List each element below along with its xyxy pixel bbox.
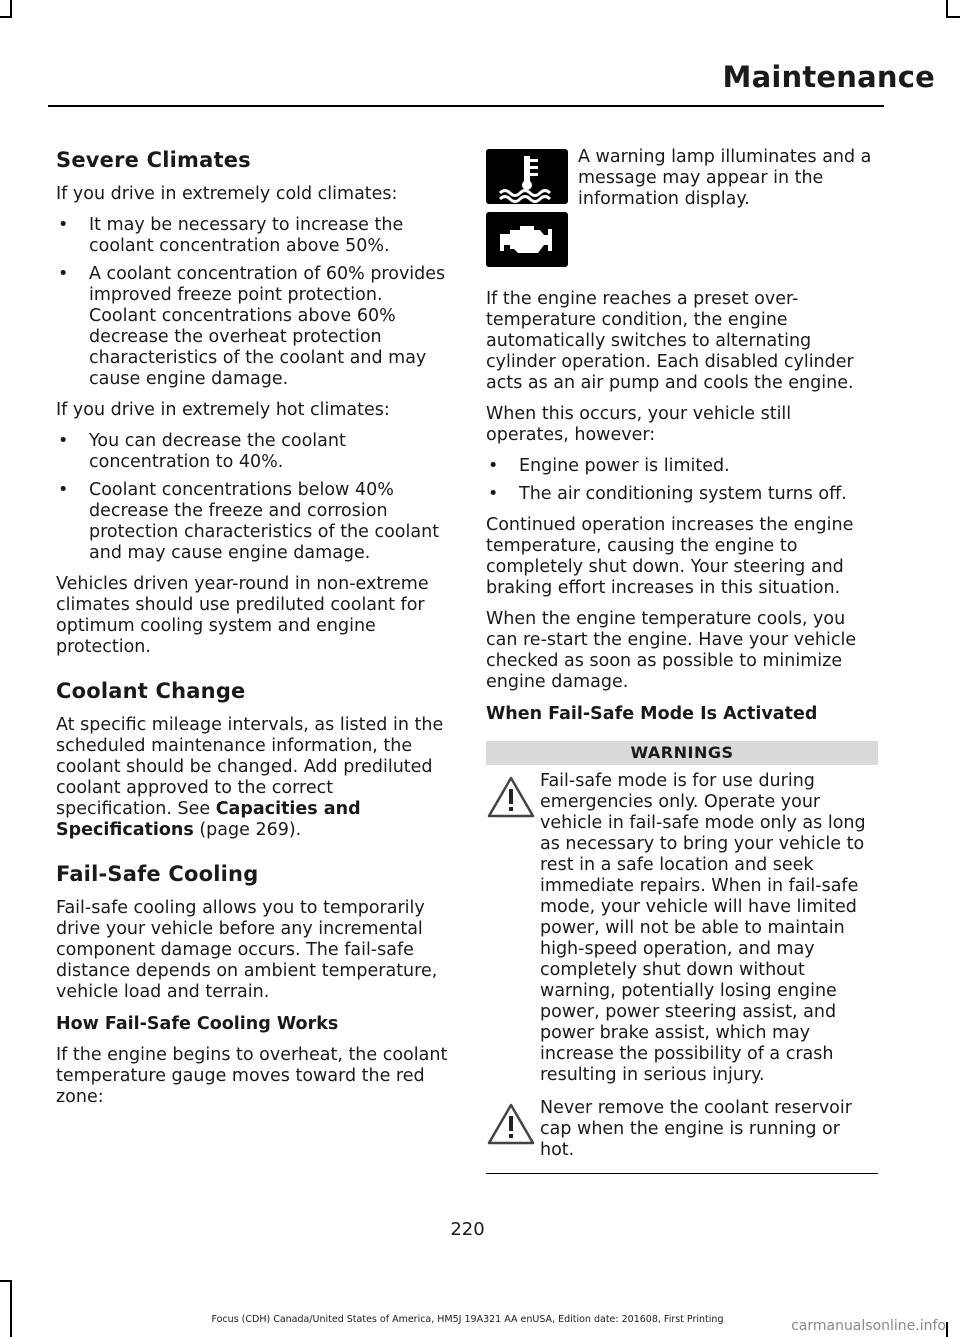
continued-operation-paragraph: Continued operation increases the engine temperature, causing the engine to completely shut down. Your steering and braking effort increases in this situation. xyxy=(486,515,854,598)
cold-bullet-list xyxy=(56,215,448,390)
list-item-text: Coolant concentrations below 40% decrease the freeze and corrosion protection characteristics of the coolant and may cause engine damage. xyxy=(89,480,440,563)
operates-bullet-list xyxy=(486,456,878,505)
warning-lamp-block xyxy=(486,147,878,277)
list-item-text: The air conditioning system turns off. xyxy=(519,484,847,504)
crop-mark xyxy=(946,0,948,16)
list-item-text: You can decrease the coolant concentration to 40%. xyxy=(89,431,346,472)
warning-triangle-icon xyxy=(486,1102,536,1146)
still-operates-paragraph: When this occurs, your vehicle still operates, however: xyxy=(486,404,792,445)
crop-mark xyxy=(10,1280,12,1337)
list-item-text: Engine power is limited. xyxy=(519,456,730,476)
list-item xyxy=(56,215,448,257)
crop-mark xyxy=(0,16,12,18)
list-item xyxy=(486,484,878,505)
crop-mark xyxy=(10,0,12,16)
fail-safe-paragraph: Fail-safe cooling allows you to temporarily drive your vehicle before any incremental component damage occurs. The fail-safe distance depends on ambient temperature, vehicle load and terrain. xyxy=(56,898,438,1002)
overheat-paragraph: If the engine begins to overheat, the coolant temperature gauge moves toward the red zone: xyxy=(56,1045,448,1107)
engine-cools-paragraph: When the engine temperature cools, you can re-start the engine. Have your vehicle checked as soon as possible to minimize engine damage. xyxy=(486,609,857,692)
crop-mark xyxy=(946,16,960,18)
how-fail-safe-works-heading: How Fail-Safe Cooling Works xyxy=(56,1014,339,1034)
header-divider xyxy=(48,105,884,107)
footer-text: Focus (CDH) Canada/United States of America, HM5J 19A321 AA enUSA, Edition date: 201608, First Printing xyxy=(211,1314,724,1325)
warnings-end-divider xyxy=(486,1173,878,1174)
fail-safe-cooling-heading: Fail-Safe Cooling xyxy=(56,862,259,886)
watermark: carmanualsonline.info xyxy=(791,1318,946,1334)
list-item xyxy=(56,264,448,390)
list-item xyxy=(56,431,448,473)
coolant-change-text: At specific mileage intervals, as listed in the scheduled maintenance information, the coolant should be changed. Add prediluted coolant approved to the correct specification. See xyxy=(56,715,444,819)
bullet-icon: • xyxy=(488,484,499,504)
bullet-icon: • xyxy=(58,215,69,235)
left-column xyxy=(56,147,448,1118)
spacer xyxy=(56,668,448,678)
list-item xyxy=(486,456,878,477)
check-engine-icon xyxy=(486,212,568,267)
warnings-header: WARNINGS xyxy=(486,741,878,765)
list-item xyxy=(56,480,448,564)
bullet-icon: • xyxy=(58,480,69,500)
bullet-icon: • xyxy=(58,264,69,284)
page-number: 220 xyxy=(450,1219,485,1240)
page-reference: (page 269). xyxy=(193,820,302,840)
coolant-temperature-icon xyxy=(486,149,568,204)
coolant-change-paragraph xyxy=(56,715,448,841)
prediluted-paragraph: Vehicles driven year-round in non-extreme climates should use prediluted coolant for optimum cooling system and engine protection. xyxy=(56,574,429,657)
right-column xyxy=(486,147,878,1174)
hot-bullet-list xyxy=(56,431,448,564)
bullet-icon: • xyxy=(58,431,69,451)
warning-text: Fail-safe mode is for use during emergencies only. Operate your vehicle in fail-safe mode only as long as necessary to bring your vehicle to rest in a safe location and seek immediate repairs. When in fail-safe mode, your vehicle will have limited power, will not be able to maintain high-speed operation, and may completely shut down without warning, potentially losing engine power, power steering assist, and power brake assist, which may increase the possibility of a crash resulting in serious injury. xyxy=(540,771,866,1085)
warning-item xyxy=(486,1098,878,1161)
coolant-change-heading: Coolant Change xyxy=(56,679,246,703)
warning-text: Never remove the coolant reservoir cap when the engine is running or hot. xyxy=(540,1098,852,1160)
hot-intro: If you drive in extremely hot climates: xyxy=(56,400,390,420)
warning-triangle-icon xyxy=(486,775,536,819)
list-item-text: It may be necessary to increase the coolant concentration above 50%. xyxy=(89,215,404,256)
cold-intro: If you drive in extremely cold climates: xyxy=(56,184,398,204)
warning-item xyxy=(486,771,878,1086)
severe-climates-heading: Severe Climates xyxy=(56,148,251,172)
over-temperature-paragraph: If the engine reaches a preset over-temperature condition, the engine automatically switches to alternating cylinder operation. Each disabled cylinder acts as an air pump and cools the engine. xyxy=(486,289,854,393)
list-item-text: A coolant concentration of 60% provides improved freeze point protection. Coolant concentrations above 60% decrease the overheat protection characteristics of the coolant and may cause engine damage. xyxy=(89,264,446,389)
warning-lamp-text: A warning lamp illuminates and a message may appear in the information display. xyxy=(578,147,872,209)
fail-safe-activated-heading: When Fail-Safe Mode Is Activated xyxy=(486,704,818,724)
crop-mark xyxy=(946,1322,948,1337)
bullet-icon: • xyxy=(488,456,499,476)
page-title: Maintenance xyxy=(722,60,935,94)
spacer xyxy=(56,851,448,861)
crop-mark xyxy=(0,1280,12,1282)
capacities-link[interactable]: Capacities and Specifications xyxy=(56,799,361,840)
